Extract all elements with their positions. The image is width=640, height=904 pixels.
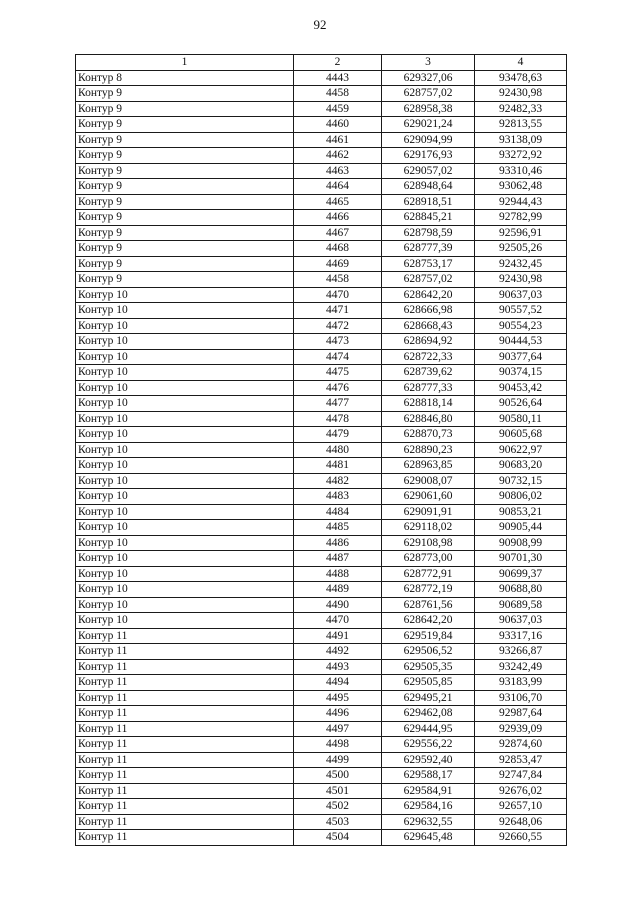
y-coordinate-cell: 92432,45 xyxy=(475,256,567,272)
table-row xyxy=(76,473,567,489)
contour-name-cell: Контур 11 xyxy=(76,752,294,768)
point-number-cell: 4470 xyxy=(294,287,382,303)
contour-name-cell: Контур 11 xyxy=(76,644,294,660)
x-coordinate-cell: 628890,23 xyxy=(382,442,475,458)
x-coordinate-cell: 629632,55 xyxy=(382,814,475,830)
table-row xyxy=(76,411,567,427)
x-coordinate-cell: 628642,20 xyxy=(382,613,475,629)
y-coordinate-cell: 92747,84 xyxy=(475,768,567,784)
y-coordinate-cell: 90688,80 xyxy=(475,582,567,598)
table-row xyxy=(76,535,567,551)
table-row xyxy=(76,272,567,288)
point-number-cell: 4476 xyxy=(294,380,382,396)
table-row xyxy=(76,628,567,644)
point-number-cell: 4460 xyxy=(294,117,382,133)
table-row xyxy=(76,86,567,102)
point-number-cell: 4474 xyxy=(294,349,382,365)
column-header-4: 4 xyxy=(475,55,567,71)
y-coordinate-cell: 90554,23 xyxy=(475,318,567,334)
table-row xyxy=(76,396,567,412)
y-coordinate-cell: 90580,11 xyxy=(475,411,567,427)
column-header-1: 1 xyxy=(76,55,294,71)
point-number-cell: 4504 xyxy=(294,830,382,846)
table-row xyxy=(76,675,567,691)
y-coordinate-cell: 93272,92 xyxy=(475,148,567,164)
y-coordinate-cell: 90453,42 xyxy=(475,380,567,396)
x-coordinate-cell: 629584,91 xyxy=(382,783,475,799)
point-number-cell: 4463 xyxy=(294,163,382,179)
contour-name-cell: Контур 11 xyxy=(76,690,294,706)
point-number-cell: 4481 xyxy=(294,458,382,474)
point-number-cell: 4467 xyxy=(294,225,382,241)
contour-name-cell: Контур 9 xyxy=(76,241,294,257)
contour-name-cell: Контур 10 xyxy=(76,411,294,427)
contour-name-cell: Контур 9 xyxy=(76,132,294,148)
table-row xyxy=(76,179,567,195)
table-row xyxy=(76,706,567,722)
y-coordinate-cell: 92813,55 xyxy=(475,117,567,133)
y-coordinate-cell: 90637,03 xyxy=(475,613,567,629)
contour-name-cell: Контур 9 xyxy=(76,210,294,226)
x-coordinate-cell: 629462,08 xyxy=(382,706,475,722)
table-row xyxy=(76,768,567,784)
y-coordinate-cell: 90908,99 xyxy=(475,535,567,551)
y-coordinate-cell: 93242,49 xyxy=(475,659,567,675)
x-coordinate-cell: 628777,39 xyxy=(382,241,475,257)
point-number-cell: 4488 xyxy=(294,566,382,582)
x-coordinate-cell: 628642,20 xyxy=(382,287,475,303)
x-coordinate-cell: 629091,91 xyxy=(382,504,475,520)
contour-name-cell: Контур 9 xyxy=(76,225,294,241)
table-row xyxy=(76,256,567,272)
column-header-3: 3 xyxy=(382,55,475,71)
table-row xyxy=(76,752,567,768)
table-row xyxy=(76,365,567,381)
y-coordinate-cell: 93310,46 xyxy=(475,163,567,179)
contour-name-cell: Контур 11 xyxy=(76,783,294,799)
point-number-cell: 4475 xyxy=(294,365,382,381)
point-number-cell: 4478 xyxy=(294,411,382,427)
contour-name-cell: Контур 10 xyxy=(76,566,294,582)
x-coordinate-cell: 628772,19 xyxy=(382,582,475,598)
point-number-cell: 4492 xyxy=(294,644,382,660)
table-row xyxy=(76,644,567,660)
table-row xyxy=(76,287,567,303)
point-number-cell: 4443 xyxy=(294,70,382,86)
x-coordinate-cell: 629118,02 xyxy=(382,520,475,536)
table-row xyxy=(76,613,567,629)
x-coordinate-cell: 628666,98 xyxy=(382,303,475,319)
y-coordinate-cell: 92482,33 xyxy=(475,101,567,117)
contour-name-cell: Контур 9 xyxy=(76,256,294,272)
coordinates-table xyxy=(75,54,567,846)
contour-name-cell: Контур 10 xyxy=(76,318,294,334)
table-row xyxy=(76,225,567,241)
y-coordinate-cell: 90806,02 xyxy=(475,489,567,505)
table-row xyxy=(76,163,567,179)
table-row xyxy=(76,566,567,582)
x-coordinate-cell: 629495,21 xyxy=(382,690,475,706)
table-row xyxy=(76,799,567,815)
x-coordinate-cell: 629588,17 xyxy=(382,768,475,784)
contour-name-cell: Контур 10 xyxy=(76,535,294,551)
x-coordinate-cell: 629094,99 xyxy=(382,132,475,148)
x-coordinate-cell: 628757,02 xyxy=(382,272,475,288)
contour-name-cell: Контур 9 xyxy=(76,163,294,179)
x-coordinate-cell: 628918,51 xyxy=(382,194,475,210)
contour-name-cell: Контур 11 xyxy=(76,659,294,675)
x-coordinate-cell: 629505,35 xyxy=(382,659,475,675)
contour-name-cell: Контур 10 xyxy=(76,349,294,365)
contour-name-cell: Контур 11 xyxy=(76,737,294,753)
y-coordinate-cell: 92430,98 xyxy=(475,86,567,102)
contour-name-cell: Контур 10 xyxy=(76,504,294,520)
contour-name-cell: Контур 11 xyxy=(76,768,294,784)
point-number-cell: 4501 xyxy=(294,783,382,799)
x-coordinate-cell: 628958,38 xyxy=(382,101,475,117)
y-coordinate-cell: 92939,09 xyxy=(475,721,567,737)
point-number-cell: 4490 xyxy=(294,597,382,613)
table-row xyxy=(76,334,567,350)
table-row xyxy=(76,442,567,458)
contour-name-cell: Контур 9 xyxy=(76,117,294,133)
point-number-cell: 4503 xyxy=(294,814,382,830)
x-coordinate-cell: 629021,24 xyxy=(382,117,475,133)
contour-name-cell: Контур 11 xyxy=(76,799,294,815)
table-row xyxy=(76,318,567,334)
contour-name-cell: Контур 9 xyxy=(76,148,294,164)
point-number-cell: 4471 xyxy=(294,303,382,319)
x-coordinate-cell: 629556,22 xyxy=(382,737,475,753)
table-row xyxy=(76,690,567,706)
contour-name-cell: Контур 10 xyxy=(76,427,294,443)
point-number-cell: 4482 xyxy=(294,473,382,489)
table-row xyxy=(76,70,567,86)
table-row xyxy=(76,380,567,396)
contour-name-cell: Контур 9 xyxy=(76,179,294,195)
contour-name-cell: Контур 11 xyxy=(76,628,294,644)
point-number-cell: 4458 xyxy=(294,272,382,288)
y-coordinate-cell: 93106,70 xyxy=(475,690,567,706)
x-coordinate-cell: 629506,52 xyxy=(382,644,475,660)
point-number-cell: 4459 xyxy=(294,101,382,117)
contour-name-cell: Контур 11 xyxy=(76,830,294,846)
point-number-cell: 4462 xyxy=(294,148,382,164)
x-coordinate-cell: 628798,59 xyxy=(382,225,475,241)
y-coordinate-cell: 90622,97 xyxy=(475,442,567,458)
contour-name-cell: Контур 10 xyxy=(76,473,294,489)
contour-name-cell: Контур 10 xyxy=(76,458,294,474)
point-number-cell: 4461 xyxy=(294,132,382,148)
x-coordinate-cell: 628668,43 xyxy=(382,318,475,334)
contour-name-cell: Контур 11 xyxy=(76,814,294,830)
contour-name-cell: Контур 10 xyxy=(76,551,294,567)
table-row xyxy=(76,582,567,598)
point-number-cell: 4479 xyxy=(294,427,382,443)
point-number-cell: 4493 xyxy=(294,659,382,675)
x-coordinate-cell: 628694,92 xyxy=(382,334,475,350)
y-coordinate-cell: 92944,43 xyxy=(475,194,567,210)
y-coordinate-cell: 90526,64 xyxy=(475,396,567,412)
y-coordinate-cell: 90557,52 xyxy=(475,303,567,319)
point-number-cell: 4495 xyxy=(294,690,382,706)
point-number-cell: 4486 xyxy=(294,535,382,551)
page-number: 92 xyxy=(313,17,327,32)
y-coordinate-cell: 92505,26 xyxy=(475,241,567,257)
contour-name-cell: Контур 9 xyxy=(76,86,294,102)
y-coordinate-cell: 92853,47 xyxy=(475,752,567,768)
point-number-cell: 4468 xyxy=(294,241,382,257)
x-coordinate-cell: 628739,62 xyxy=(382,365,475,381)
x-coordinate-cell: 628722,33 xyxy=(382,349,475,365)
contour-name-cell: Контур 10 xyxy=(76,520,294,536)
y-coordinate-cell: 92987,64 xyxy=(475,706,567,722)
y-coordinate-cell: 93062,48 xyxy=(475,179,567,195)
x-coordinate-cell: 629008,07 xyxy=(382,473,475,489)
point-number-cell: 4497 xyxy=(294,721,382,737)
point-number-cell: 4487 xyxy=(294,551,382,567)
point-number-cell: 4477 xyxy=(294,396,382,412)
contour-name-cell: Контур 8 xyxy=(76,70,294,86)
y-coordinate-cell: 90689,58 xyxy=(475,597,567,613)
contour-name-cell: Контур 9 xyxy=(76,101,294,117)
y-coordinate-cell: 92596,91 xyxy=(475,225,567,241)
contour-name-cell: Контур 11 xyxy=(76,706,294,722)
x-coordinate-cell: 628818,14 xyxy=(382,396,475,412)
y-coordinate-cell: 90683,20 xyxy=(475,458,567,474)
x-coordinate-cell: 629176,93 xyxy=(382,148,475,164)
y-coordinate-cell: 90732,15 xyxy=(475,473,567,489)
table-row xyxy=(76,303,567,319)
x-coordinate-cell: 628773,00 xyxy=(382,551,475,567)
x-coordinate-cell: 628761,56 xyxy=(382,597,475,613)
point-number-cell: 4485 xyxy=(294,520,382,536)
point-number-cell: 4491 xyxy=(294,628,382,644)
x-coordinate-cell: 628948,64 xyxy=(382,179,475,195)
contour-name-cell: Контур 10 xyxy=(76,303,294,319)
y-coordinate-cell: 92782,99 xyxy=(475,210,567,226)
table-row xyxy=(76,241,567,257)
x-coordinate-cell: 629519,84 xyxy=(382,628,475,644)
contour-name-cell: Контур 10 xyxy=(76,287,294,303)
table-row xyxy=(76,148,567,164)
point-number-cell: 4489 xyxy=(294,582,382,598)
contour-name-cell: Контур 10 xyxy=(76,334,294,350)
point-number-cell: 4498 xyxy=(294,737,382,753)
y-coordinate-cell: 92676,02 xyxy=(475,783,567,799)
table-row xyxy=(76,721,567,737)
y-coordinate-cell: 92657,10 xyxy=(475,799,567,815)
y-coordinate-cell: 90637,03 xyxy=(475,287,567,303)
point-number-cell: 4464 xyxy=(294,179,382,195)
point-number-cell: 4470 xyxy=(294,613,382,629)
point-number-cell: 4466 xyxy=(294,210,382,226)
y-coordinate-cell: 90905,44 xyxy=(475,520,567,536)
table-row xyxy=(76,132,567,148)
table-row xyxy=(76,427,567,443)
point-number-cell: 4496 xyxy=(294,706,382,722)
y-coordinate-cell: 90699,37 xyxy=(475,566,567,582)
contour-name-cell: Контур 10 xyxy=(76,489,294,505)
table-row xyxy=(76,210,567,226)
table-row xyxy=(76,814,567,830)
point-number-cell: 4472 xyxy=(294,318,382,334)
x-coordinate-cell: 629592,40 xyxy=(382,752,475,768)
table-row xyxy=(76,551,567,567)
point-number-cell: 4458 xyxy=(294,86,382,102)
x-coordinate-cell: 628963,85 xyxy=(382,458,475,474)
x-coordinate-cell: 628870,73 xyxy=(382,427,475,443)
y-coordinate-cell: 90853,21 xyxy=(475,504,567,520)
table-body xyxy=(76,70,567,845)
contour-name-cell: Контур 10 xyxy=(76,597,294,613)
x-coordinate-cell: 628753,17 xyxy=(382,256,475,272)
table-row xyxy=(76,194,567,210)
x-coordinate-cell: 629108,98 xyxy=(382,535,475,551)
table-row xyxy=(76,349,567,365)
contour-name-cell: Контур 9 xyxy=(76,194,294,210)
y-coordinate-cell: 93138,09 xyxy=(475,132,567,148)
y-coordinate-cell: 92648,06 xyxy=(475,814,567,830)
point-number-cell: 4465 xyxy=(294,194,382,210)
table-row xyxy=(76,597,567,613)
table-row xyxy=(76,659,567,675)
x-coordinate-cell: 629061,60 xyxy=(382,489,475,505)
contour-name-cell: Контур 10 xyxy=(76,613,294,629)
x-coordinate-cell: 629444,95 xyxy=(382,721,475,737)
y-coordinate-cell: 92430,98 xyxy=(475,272,567,288)
y-coordinate-cell: 93317,16 xyxy=(475,628,567,644)
x-coordinate-cell: 629327,06 xyxy=(382,70,475,86)
y-coordinate-cell: 93266,87 xyxy=(475,644,567,660)
contour-name-cell: Контур 10 xyxy=(76,365,294,381)
x-coordinate-cell: 628757,02 xyxy=(382,86,475,102)
x-coordinate-cell: 628772,91 xyxy=(382,566,475,582)
y-coordinate-cell: 92874,60 xyxy=(475,737,567,753)
table-row xyxy=(76,117,567,133)
y-coordinate-cell: 93183,99 xyxy=(475,675,567,691)
y-coordinate-cell: 90605,68 xyxy=(475,427,567,443)
table-row xyxy=(76,520,567,536)
column-header-2: 2 xyxy=(294,55,382,71)
table-row xyxy=(76,737,567,753)
x-coordinate-cell: 628777,33 xyxy=(382,380,475,396)
table-row xyxy=(76,504,567,520)
x-coordinate-cell: 628845,21 xyxy=(382,210,475,226)
contour-name-cell: Контур 9 xyxy=(76,272,294,288)
x-coordinate-cell: 629057,02 xyxy=(382,163,475,179)
point-number-cell: 4483 xyxy=(294,489,382,505)
contour-name-cell: Контур 11 xyxy=(76,675,294,691)
point-number-cell: 4484 xyxy=(294,504,382,520)
table-row xyxy=(76,101,567,117)
contour-name-cell: Контур 10 xyxy=(76,396,294,412)
x-coordinate-cell: 629505,85 xyxy=(382,675,475,691)
contour-name-cell: Контур 10 xyxy=(76,442,294,458)
point-number-cell: 4469 xyxy=(294,256,382,272)
y-coordinate-cell: 90701,30 xyxy=(475,551,567,567)
point-number-cell: 4502 xyxy=(294,799,382,815)
point-number-cell: 4473 xyxy=(294,334,382,350)
contour-name-cell: Контур 10 xyxy=(76,582,294,598)
point-number-cell: 4499 xyxy=(294,752,382,768)
y-coordinate-cell: 92660,55 xyxy=(475,830,567,846)
y-coordinate-cell: 90377,64 xyxy=(475,349,567,365)
contour-name-cell: Контур 11 xyxy=(76,721,294,737)
table-row xyxy=(76,783,567,799)
point-number-cell: 4480 xyxy=(294,442,382,458)
y-coordinate-cell: 90444,53 xyxy=(475,334,567,350)
table-row xyxy=(76,830,567,846)
contour-name-cell: Контур 10 xyxy=(76,380,294,396)
y-coordinate-cell: 93478,63 xyxy=(475,70,567,86)
x-coordinate-cell: 629584,16 xyxy=(382,799,475,815)
x-coordinate-cell: 629645,48 xyxy=(382,830,475,846)
table-header-row xyxy=(76,55,567,71)
point-number-cell: 4500 xyxy=(294,768,382,784)
x-coordinate-cell: 628846,80 xyxy=(382,411,475,427)
point-number-cell: 4494 xyxy=(294,675,382,691)
table-row xyxy=(76,458,567,474)
table-row xyxy=(76,489,567,505)
y-coordinate-cell: 90374,15 xyxy=(475,365,567,381)
